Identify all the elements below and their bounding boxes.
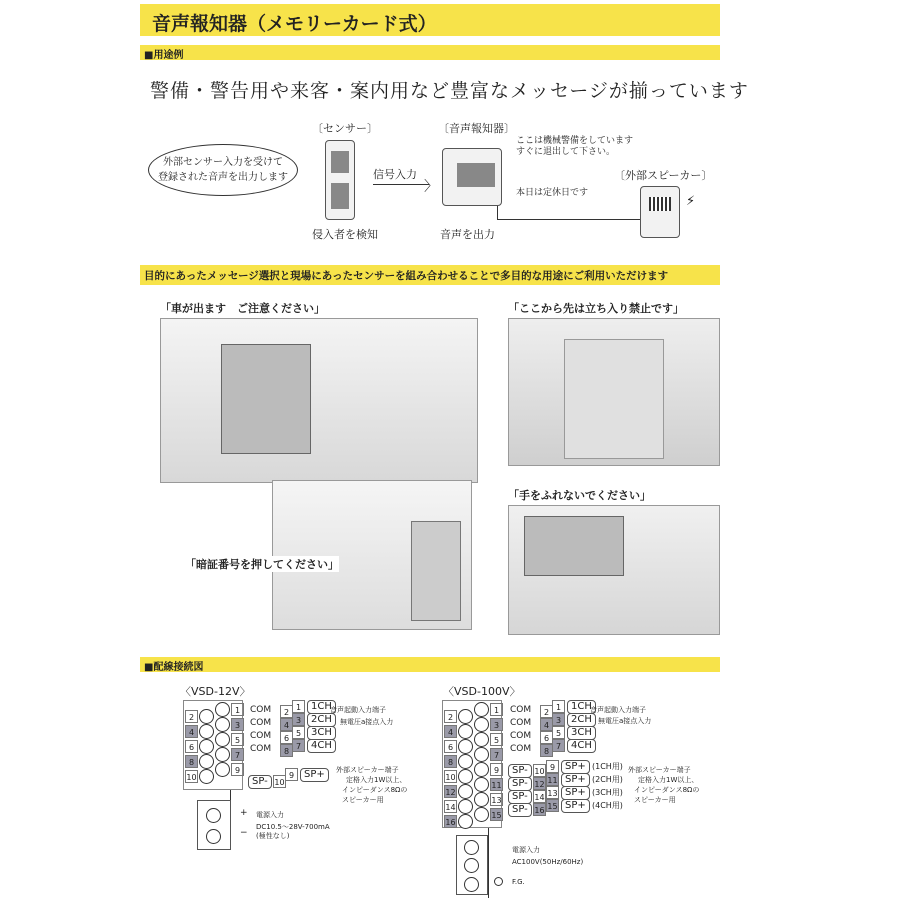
terminal: 8 [540,744,553,757]
screw-icon [206,808,221,823]
channel-label: 4CH [307,739,336,753]
com-label: COM [510,744,532,754]
screw-icon [458,769,473,784]
sp-minus-label: SP- [508,803,532,817]
scene-caption: 「ここから先は立ち入り禁止です」 [508,302,684,315]
terminal: 4 [280,718,293,731]
screw-icon [215,717,230,732]
sp-plus-label: SP+ [300,768,329,782]
channel-label: 4CH [567,739,596,753]
page-title: 音声報知器（メモリーカード式） [140,4,720,36]
cable [497,219,641,220]
terminal: 13 [490,793,503,806]
screw-icon [474,747,489,762]
terminal: 1 [231,703,244,716]
note-line: インピーダンス8Ωの [634,786,700,794]
terminal: 3 [552,713,565,726]
channel-label: 1CH [307,700,336,714]
screw-icon [215,702,230,717]
message-text: ここは機械警備をしています [516,136,634,146]
screw-icon [199,709,214,724]
screw-icon [464,840,479,855]
sp-minus-label: SP- [508,790,532,804]
screw-icon [199,724,214,739]
ground-icon [494,877,503,886]
terminal: 2 [540,705,553,718]
terminal: 5 [231,733,244,746]
terminal: 3 [292,713,305,726]
note-line: スピーカー用 [634,796,676,804]
terminal: 3 [231,718,244,731]
power-terminal-block [456,835,488,895]
speaker-note [628,765,699,805]
model-label: 〈VSD-12V〉 [180,685,251,698]
channel-label: 3CH [567,726,596,740]
screw-icon [458,739,473,754]
screw-icon [199,754,214,769]
screw-icon [474,717,489,732]
terminal: 2 [444,710,457,723]
speaker-note [336,765,407,805]
message-2: 本日は定休日です [516,188,589,198]
screw-icon [458,724,473,739]
note-line: インピーダンス8Ωの [342,786,408,794]
oval-text: 登録された音声を出力します [158,172,288,183]
sp-plus-label: SP+ [561,760,590,774]
section-wiring: ■配線接続図 [140,657,720,672]
terminal: 9 [285,768,298,781]
scene-gallery-illustration [508,505,720,635]
input-sub: 無電圧a接点入力 [340,718,394,726]
signal-arrow [373,184,429,185]
terminal: 7 [231,748,244,761]
terminal: 14 [533,790,546,803]
screw-icon [215,762,230,777]
channel-label: 1CH [567,700,596,714]
terminal: 1 [292,700,305,713]
terminal: 4 [540,718,553,731]
channel-use: (2CH用) [592,775,623,784]
channel-use: (1CH用) [592,762,623,771]
terminal: 1 [552,700,565,713]
com-label: COM [250,718,272,728]
plus-icon: + [240,808,248,818]
terminal: 11 [546,773,559,786]
com-label: COM [250,705,272,715]
screw-icon [458,784,473,799]
terminal: 7 [490,748,503,761]
channel-label: 2CH [567,713,596,727]
terminal: 16 [533,803,546,816]
banner: 目的にあったメッセージ選択と現場にあったセンサーを組み合わせることで多目的な用途にご利用いただけます [140,265,720,285]
speaker-map [508,760,638,815]
terminal: 2 [280,705,293,718]
fg-label: F.G. [512,878,525,886]
terminal: 10 [533,764,546,777]
terminal: 15 [546,799,559,812]
screw-icon [199,739,214,754]
screw-icon [474,732,489,747]
terminal: 10 [444,770,457,783]
com-label: COM [510,718,532,728]
scene-caption: 「暗証番号を押してください」 [185,558,339,571]
section-usage: ■用途例 [140,45,720,60]
power-note: (極性なし) [256,832,290,840]
input-title: 音声起動入力端子 [330,706,386,714]
scene-garage-illustration [160,318,478,483]
terminal: 5 [490,733,503,746]
unit-caption: 音声を出力 [440,228,495,241]
screw-icon [458,709,473,724]
screw-icon [474,762,489,777]
channel-use: (4CH用) [592,801,623,810]
terminal-block [183,700,243,790]
terminal: 5 [292,726,305,739]
terminal: 4 [185,725,198,738]
scene-door-illustration [272,480,472,630]
terminal: 6 [185,740,198,753]
message-1 [516,136,633,158]
cable [497,206,498,220]
minus-icon: − [240,828,248,838]
terminal-block [442,700,502,828]
oval-text: 外部センサー入力を受けて [163,157,283,168]
com-label: COM [250,731,272,741]
scene-caption: 「手をふれないでください」 [508,489,651,502]
terminal: 8 [185,755,198,768]
message-text: すぐに退出して下さい。 [516,147,616,157]
terminal: 2 [185,710,198,723]
scene-corridor-illustration [508,318,720,466]
terminal: 6 [280,731,293,744]
sound-wave-icon: ⚡ [686,194,696,209]
screw-icon [215,732,230,747]
channel-label: 3CH [307,726,336,740]
terminal: 5 [552,726,565,739]
terminal: 8 [280,744,293,757]
note-line: 外部スピーカー端子 [336,766,399,774]
terminal: 11 [490,778,503,791]
terminal: 15 [490,808,503,821]
note-line: 定格入力1W以上、 [638,776,699,784]
terminal: 12 [533,777,546,790]
terminal: 9 [546,760,559,773]
sensor-label: 〔センサー〕 [312,122,378,135]
screw-icon [458,814,473,829]
sp-minus-label: SP- [508,764,532,778]
arrow-head-icon: 〉 [424,179,438,195]
channel-use: (3CH用) [592,788,623,797]
input-sub: 無電圧a接点入力 [598,717,652,725]
screw-icon [474,807,489,822]
terminal: 9 [231,763,244,776]
terminal: 16 [444,815,457,828]
note-line: 定格入力1W以上、 [346,776,407,784]
screw-icon [474,792,489,807]
terminal: 6 [444,740,457,753]
terminal: 6 [540,731,553,744]
sensor-icon [325,140,355,220]
screw-icon [464,858,479,873]
description-oval [148,144,298,196]
power-title: 電源入力 [256,811,284,819]
sensor-caption: 侵入者を検知 [312,228,378,241]
terminal: 4 [444,725,457,738]
screw-icon [215,747,230,762]
note-line: 外部スピーカー端子 [628,766,691,774]
sp-plus-label: SP+ [561,799,590,813]
sp-minus-label: SP- [508,777,532,791]
screw-icon [474,702,489,717]
terminal: 10 [185,770,198,783]
screw-icon [206,829,221,844]
terminal: 7 [292,739,305,752]
screw-icon [458,799,473,814]
sp-plus-label: SP+ [561,773,590,787]
com-label: COM [250,744,272,754]
terminal: 10 [273,775,286,788]
com-label: COM [510,705,532,715]
unit-label: 〔音声報知器〕 [438,122,515,135]
speaker-icon [640,186,680,238]
sp-minus-label: SP- [248,775,272,789]
input-title: 音声起動入力端子 [590,706,646,714]
terminal: 12 [444,785,457,798]
scene-caption: 「車が出ます ご注意ください」 [160,302,325,315]
sp-plus-label: SP+ [561,786,590,800]
note-line: スピーカー用 [342,796,384,804]
power-spec: AC100V(50Hz/60Hz) [512,858,584,866]
power-terminal-block [197,800,231,850]
terminal: 14 [444,800,457,813]
terminal: 3 [490,718,503,731]
screw-icon [464,877,479,892]
voice-unit-icon [442,148,502,206]
screw-icon [199,769,214,784]
power-title: 電源入力 [512,846,540,854]
wire [488,828,489,898]
terminal: 8 [444,755,457,768]
com-label: COM [510,731,532,741]
screw-icon [474,777,489,792]
power-spec: DC10.5〜28V-700mA [256,823,330,831]
speaker-label: 〔外部スピーカー〕 [614,169,713,182]
channel-label: 2CH [307,713,336,727]
model-label: 〈VSD-100V〉 [443,685,521,698]
terminal: 1 [490,703,503,716]
terminal: 13 [546,786,559,799]
screw-icon [458,754,473,769]
terminal: 9 [490,763,503,776]
headline: 警備・警告用や来客・案内用など豊富なメッセージが揃っています [150,80,749,102]
terminal: 7 [552,739,565,752]
signal-label: 信号入力 [373,168,417,181]
